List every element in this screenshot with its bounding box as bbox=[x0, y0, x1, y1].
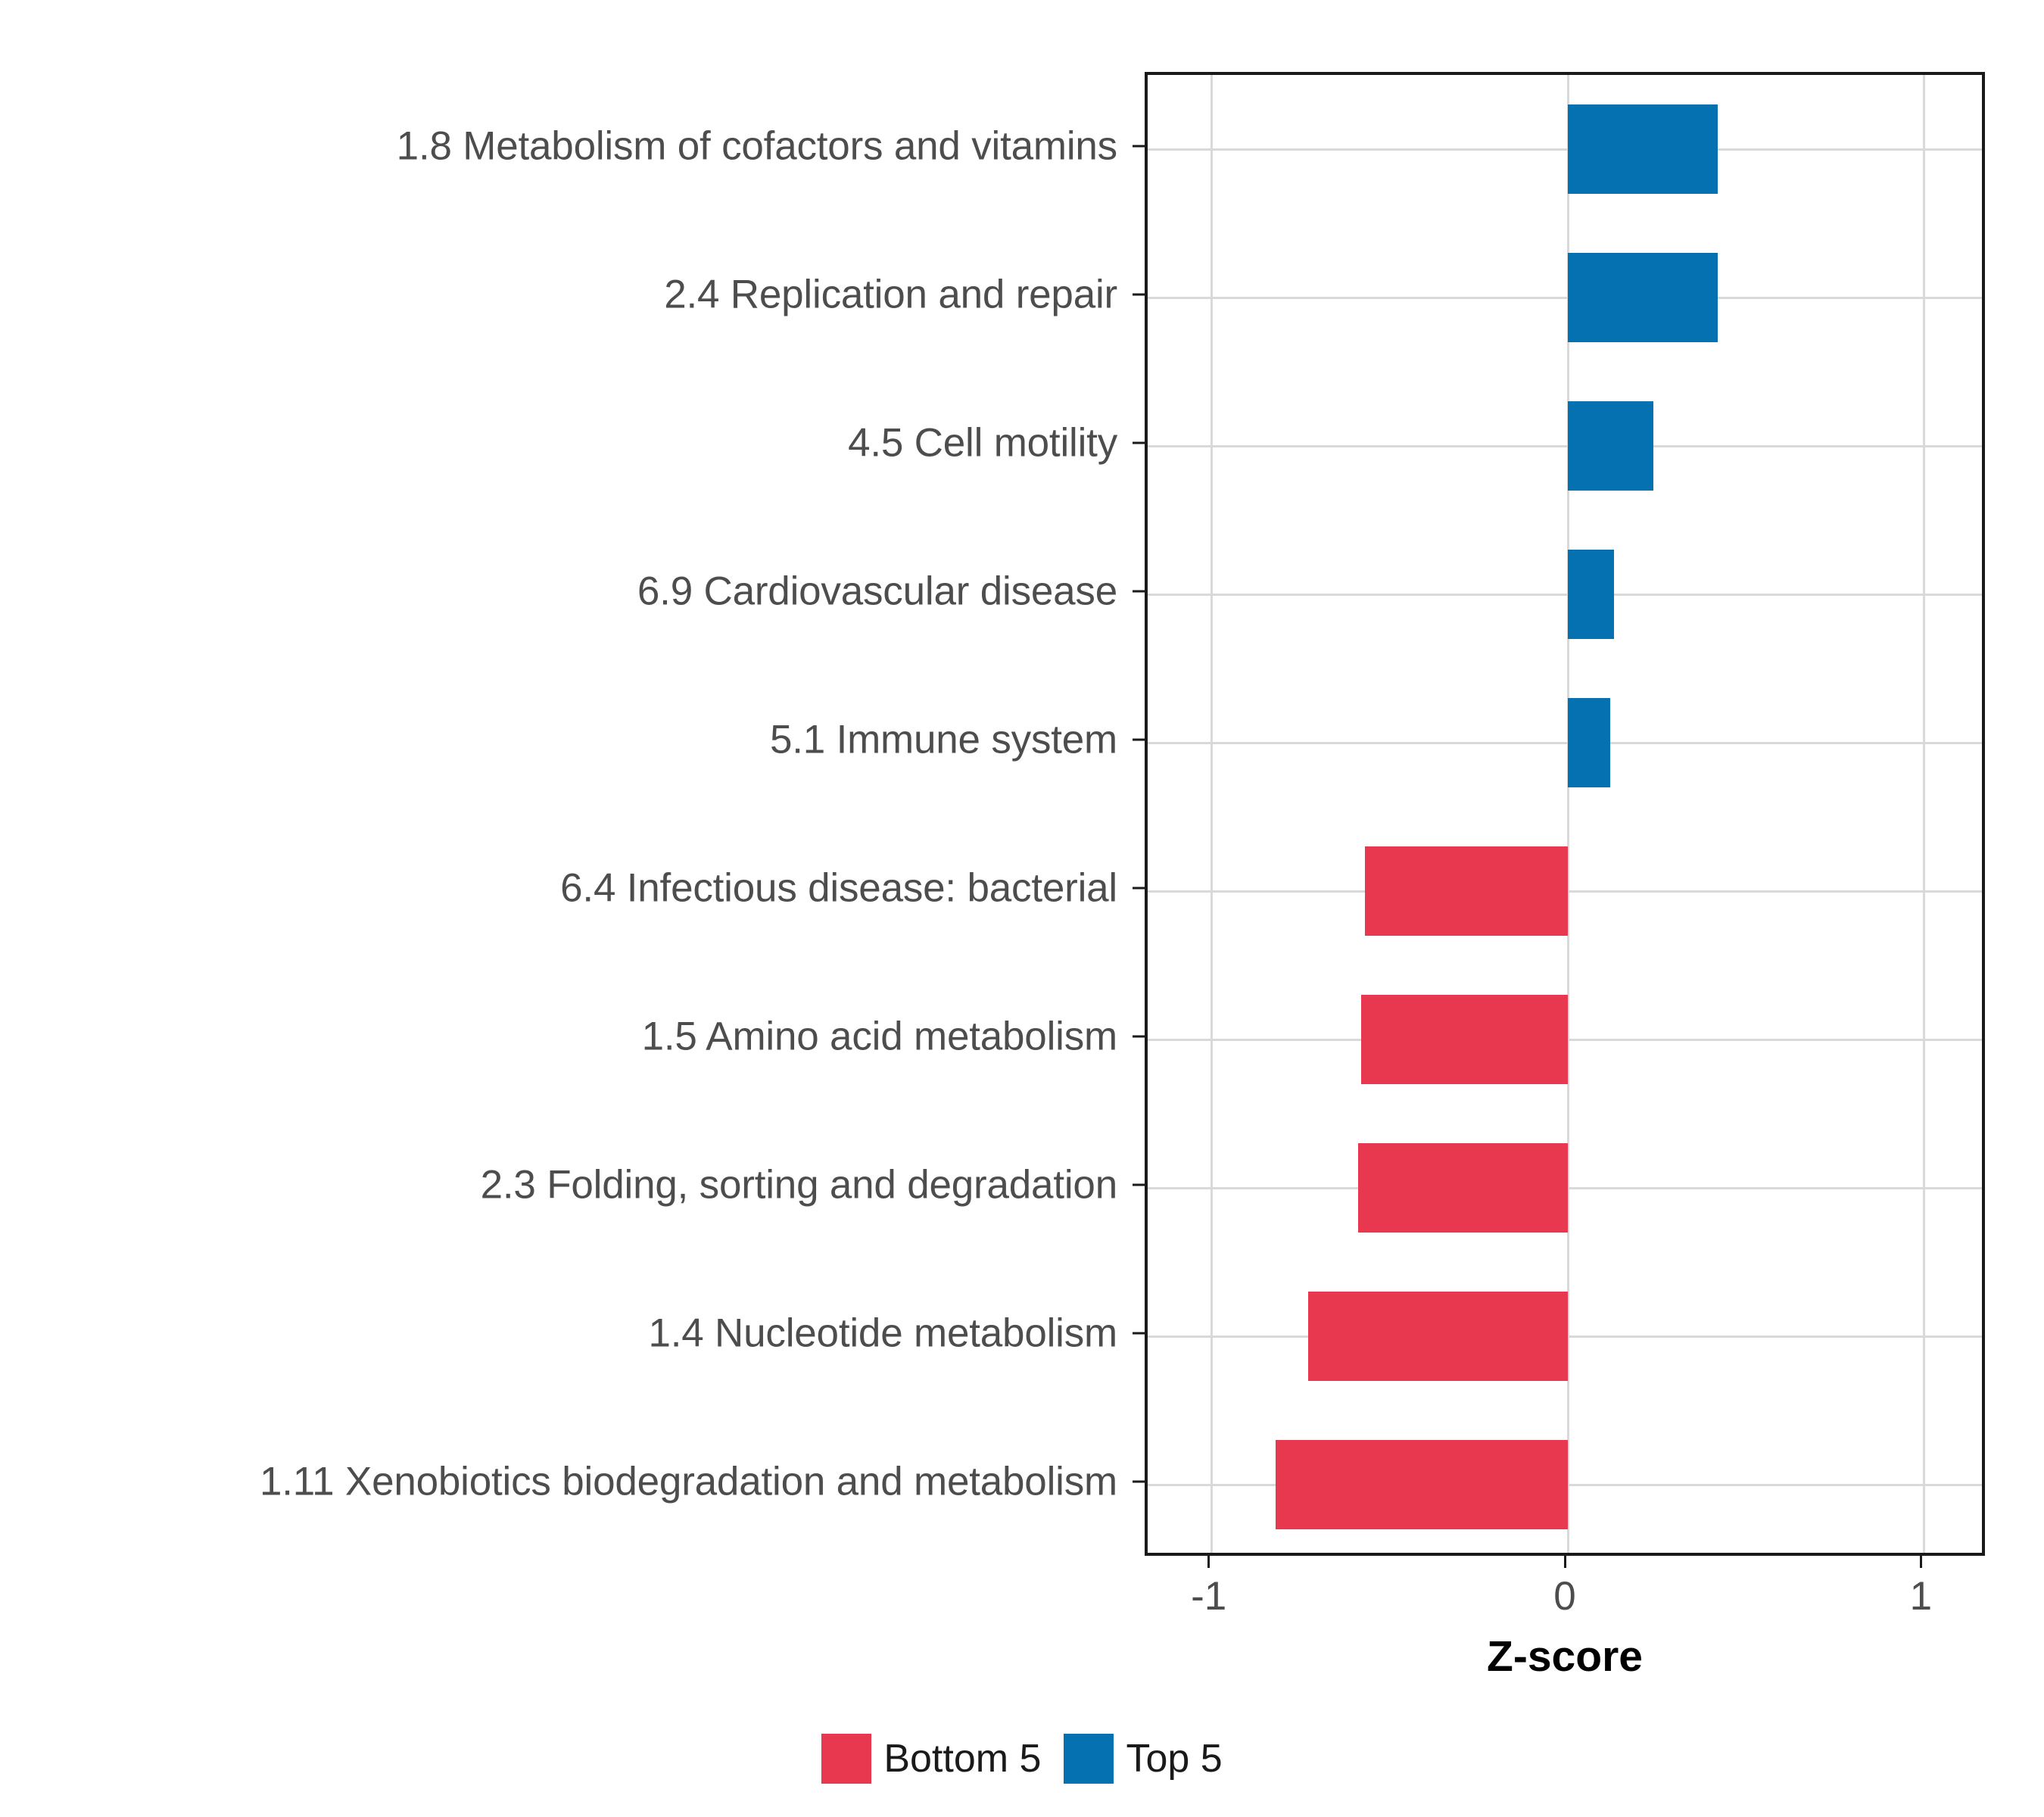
y-axis-tick-mark bbox=[1133, 1184, 1145, 1186]
bar bbox=[1568, 253, 1718, 342]
y-axis-tick-label: 5.1 Immune system bbox=[769, 717, 1117, 762]
y-axis-tick-mark bbox=[1133, 591, 1145, 593]
bar bbox=[1568, 698, 1610, 787]
x-axis-title: Z-score bbox=[1487, 1632, 1643, 1681]
y-axis-tick-mark bbox=[1133, 294, 1145, 296]
x-axis-tick-mark bbox=[1920, 1556, 1922, 1568]
y-axis-tick-label: 2.3 Folding, sorting and degradation bbox=[480, 1162, 1117, 1208]
y-axis-tick-label: 6.9 Cardiovascular disease bbox=[637, 569, 1117, 614]
chart-legend bbox=[0, 1734, 2044, 1784]
legend-swatch bbox=[821, 1734, 871, 1784]
y-axis-tick-mark bbox=[1133, 1481, 1145, 1483]
bar bbox=[1365, 846, 1568, 936]
legend-label: Top 5 bbox=[1126, 1737, 1223, 1781]
bar bbox=[1361, 995, 1568, 1084]
gridline-vertical bbox=[1211, 75, 1213, 1553]
x-axis-tick-label: -1 bbox=[1191, 1574, 1227, 1619]
gridline-horizontal bbox=[1148, 742, 1982, 744]
y-axis-tick-mark bbox=[1133, 442, 1145, 444]
bar bbox=[1568, 401, 1653, 491]
plot-panel bbox=[1145, 72, 1985, 1556]
y-axis-tick-mark bbox=[1133, 1332, 1145, 1335]
y-axis-tick-label: 1.5 Amino acid metabolism bbox=[641, 1014, 1117, 1059]
gridline-horizontal bbox=[1148, 594, 1982, 596]
gridline-vertical bbox=[1923, 75, 1925, 1553]
x-axis-tick-label: 1 bbox=[1909, 1574, 1933, 1619]
y-axis-tick-label: 1.8 Metabolism of cofactors and vitamins bbox=[396, 123, 1117, 169]
bar bbox=[1308, 1292, 1568, 1381]
y-axis-tick-label: 1.11 Xenobiotics biodegradation and metabolism bbox=[259, 1459, 1117, 1504]
y-axis-tick-mark bbox=[1133, 739, 1145, 741]
legend-label: Bottom 5 bbox=[883, 1737, 1042, 1781]
bar bbox=[1568, 550, 1614, 639]
legend-item bbox=[821, 1734, 1041, 1784]
x-axis-tick-mark bbox=[1207, 1556, 1210, 1568]
gridline-horizontal bbox=[1148, 445, 1982, 447]
bar bbox=[1358, 1143, 1569, 1233]
y-axis-tick-mark bbox=[1133, 145, 1145, 148]
bar bbox=[1276, 1440, 1568, 1529]
x-axis-tick-mark bbox=[1564, 1556, 1566, 1568]
legend-swatch bbox=[1064, 1734, 1114, 1784]
y-axis-tick-label: 2.4 Replication and repair bbox=[664, 272, 1117, 317]
gridline-horizontal bbox=[1148, 148, 1982, 151]
gridline-horizontal bbox=[1148, 297, 1982, 299]
legend-item bbox=[1064, 1734, 1222, 1784]
y-axis-tick-mark bbox=[1133, 887, 1145, 890]
bar bbox=[1568, 104, 1718, 194]
y-axis-tick-label: 4.5 Cell motility bbox=[848, 420, 1117, 466]
y-axis-tick-label: 1.4 Nucleotide metabolism bbox=[648, 1311, 1117, 1356]
x-axis-tick-label: 0 bbox=[1553, 1574, 1576, 1619]
y-axis-tick-mark bbox=[1133, 1036, 1145, 1038]
y-axis-tick-label: 6.4 Infectious disease: bacterial bbox=[560, 865, 1117, 911]
y-axis-labels bbox=[0, 72, 1145, 1556]
